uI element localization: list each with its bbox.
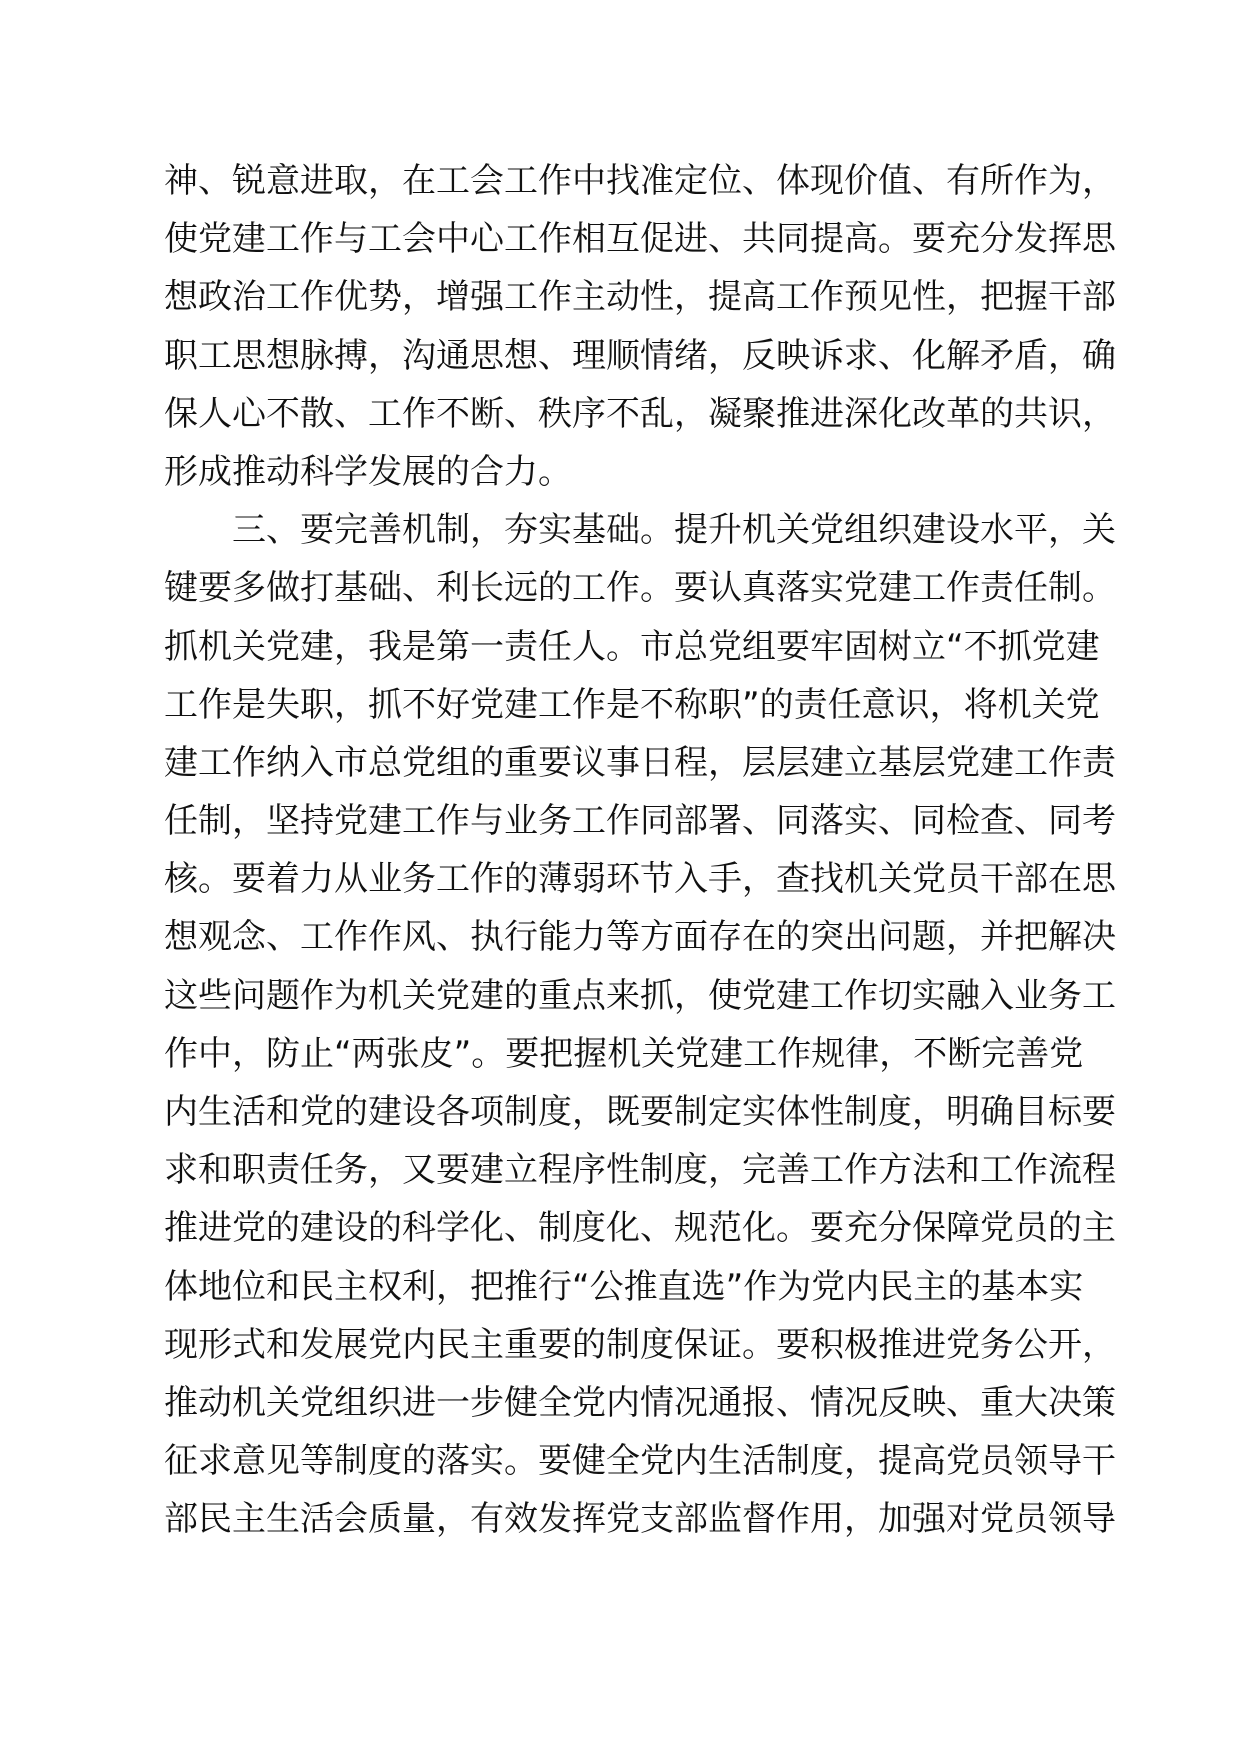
text-line-13: 核。要着力从业务工作的薄弱环节入手，查找机关党员干部在思 [164, 859, 1116, 900]
section-heading-line: 三、要完善机制，夯实基础。提升机关党组织建设水平，关 [232, 510, 1116, 551]
text-line-14: 想观念、工作作风、执行能力等方面存在的突出问题，并把解决 [164, 917, 1116, 958]
text-line-22: 推动机关党组织进一步健全党内情况通报、情况反映、重大决策 [164, 1382, 1116, 1423]
text-line-1: 神、锐意进取，在工会工作中找准定位、体现价值、有所作为， [164, 161, 1116, 201]
text-line-12: 任制，坚持党建工作与业务工作同部署、同落实、同检查、同考 [164, 801, 1116, 842]
text-line-18: 求和职责任务，又要建立程序性制度，完善工作方法和工作流程 [164, 1150, 1116, 1191]
text-line-11: 建工作纳入市总党组的重要议事日程，层层建立基层党建工作责 [164, 742, 1116, 783]
text-line-23: 征求意见等制度的落实。要健全党内生活制度，提高党员领导干 [164, 1441, 1116, 1482]
text-line-2: 使党建工作与工会中心工作相互促进、共同提高。要充分发挥思 [164, 219, 1116, 260]
text-line-8: 键要多做打基础、利长远的工作。要认真落实党建工作责任制。 [164, 568, 1116, 609]
text-line-17: 内生活和党的建设各项制度，既要制定实体性制度，明确目标要 [164, 1092, 1116, 1132]
text-line-16: 作中，防止“两张皮”。要把握机关党建工作规律，不断完善党 [164, 1033, 1084, 1074]
text-line-9: 抓机关党建，我是第一责任人。市总党组要牢固树立“不抓党建 [164, 626, 1100, 667]
text-line-6: 形成推动科学发展的合力。 [164, 451, 572, 492]
text-line-5: 保人心不散、工作不断、秩序不乱，凝聚推进深化改革的共识， [164, 393, 1116, 434]
text-line-24: 部民主生活会质量，有效发挥党支部监督作用，加强对党员领导 [164, 1499, 1116, 1540]
text-line-10: 工作是失职，抓不好党建工作是不称职”的责任意识，将机关党 [164, 684, 1100, 725]
text-line-15: 这些问题作为机关党建的重点来抓，使党建工作切实融入业务工 [164, 975, 1116, 1016]
text-line-4: 职工思想脉搏，沟通思想、理顺情绪，反映诉求、化解矛盾，确 [164, 335, 1116, 376]
body-text [164, 152, 1124, 1549]
text-line-20: 体地位和民主权利，把推行“公推直选”作为党内民主的基本实 [164, 1266, 1084, 1307]
text-line-3: 想政治工作优势，增强工作主动性，提高工作预见性，把握干部 [164, 277, 1116, 318]
text-line-21: 现形式和发展党内民主重要的制度保证。要积极推进党务公开， [164, 1324, 1116, 1365]
text-line-19: 推进党的建设的科学化、制度化、规范化。要充分保障党员的主 [164, 1208, 1116, 1249]
